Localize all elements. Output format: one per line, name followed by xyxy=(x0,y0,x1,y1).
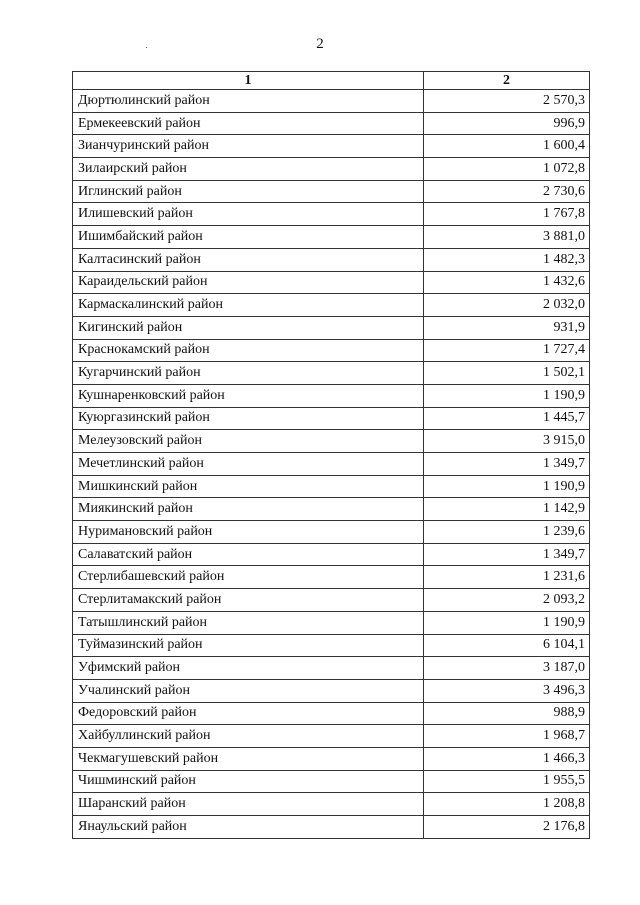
district-value: 3 496,3 xyxy=(424,679,590,702)
district-name: Дюртюлинский район xyxy=(73,90,424,113)
table-row xyxy=(73,430,590,453)
table-row xyxy=(73,747,590,770)
district-value: 1 208,8 xyxy=(424,793,590,816)
table-row xyxy=(73,90,590,113)
district-value: 1 432,6 xyxy=(424,271,590,294)
table-row xyxy=(73,725,590,748)
table-row xyxy=(73,475,590,498)
table-row xyxy=(73,203,590,226)
district-value: 1 239,6 xyxy=(424,521,590,544)
district-value: 2 730,6 xyxy=(424,180,590,203)
district-value: 2 176,8 xyxy=(424,816,590,839)
district-name: Зианчуринский район xyxy=(73,135,424,158)
district-name: Шаранский район xyxy=(73,793,424,816)
district-name: Миякинский район xyxy=(73,498,424,521)
district-name: Чишминский район xyxy=(73,770,424,793)
district-name: Калтасинский район xyxy=(73,248,424,271)
district-value: 1 142,9 xyxy=(424,498,590,521)
district-value: 1 445,7 xyxy=(424,407,590,430)
table-row xyxy=(73,589,590,612)
district-name: Туймазинский район xyxy=(73,634,424,657)
district-value: 1 072,8 xyxy=(424,158,590,181)
district-value: 3 187,0 xyxy=(424,657,590,680)
district-name: Мелеузовский район xyxy=(73,430,424,453)
header-col-1: 1 xyxy=(73,72,424,90)
district-value: 1 968,7 xyxy=(424,725,590,748)
district-value: 1 190,9 xyxy=(424,475,590,498)
table-row xyxy=(73,498,590,521)
district-value: 1 190,9 xyxy=(424,611,590,634)
district-value: 2 093,2 xyxy=(424,589,590,612)
district-name: Краснокамский район xyxy=(73,339,424,362)
district-name: Стерлибашевский район xyxy=(73,566,424,589)
district-value: 3 881,0 xyxy=(424,226,590,249)
table-row xyxy=(73,362,590,385)
district-name: Ермекеевский район xyxy=(73,112,424,135)
district-value: 1 231,6 xyxy=(424,566,590,589)
district-name: Кушнаренковский район xyxy=(73,384,424,407)
district-name: Зилаирский район xyxy=(73,158,424,181)
table-row xyxy=(73,248,590,271)
district-value: 1 600,4 xyxy=(424,135,590,158)
table-row xyxy=(73,816,590,839)
table-row xyxy=(73,316,590,339)
table-row xyxy=(73,679,590,702)
table-row xyxy=(73,566,590,589)
district-value: 6 104,1 xyxy=(424,634,590,657)
district-name: Караидельский район xyxy=(73,271,424,294)
district-name: Салаватский район xyxy=(73,543,424,566)
table-row xyxy=(73,611,590,634)
district-name: Иглинский район xyxy=(73,180,424,203)
table-header-row xyxy=(73,72,590,90)
table-row xyxy=(73,543,590,566)
district-name: Чекмагушевский район xyxy=(73,747,424,770)
table-row xyxy=(73,339,590,362)
district-value: 3 915,0 xyxy=(424,430,590,453)
table-row xyxy=(73,634,590,657)
district-table xyxy=(72,71,590,839)
district-value: 1 767,8 xyxy=(424,203,590,226)
district-value: 1 349,7 xyxy=(424,543,590,566)
table-row xyxy=(73,384,590,407)
district-value: 988,9 xyxy=(424,702,590,725)
district-name: Учалинский район xyxy=(73,679,424,702)
table-row xyxy=(73,702,590,725)
table-row xyxy=(73,135,590,158)
district-name: Мишкинский район xyxy=(73,475,424,498)
district-value: 1 466,3 xyxy=(424,747,590,770)
table-row xyxy=(73,180,590,203)
district-name: Кармаскалинский район xyxy=(73,294,424,317)
table-row xyxy=(73,271,590,294)
district-name: Татышлинский район xyxy=(73,611,424,634)
table-row xyxy=(73,226,590,249)
district-name: Ишимбайский район xyxy=(73,226,424,249)
district-name: Илишевский район xyxy=(73,203,424,226)
district-name: Кугарчинский район xyxy=(73,362,424,385)
table-row xyxy=(73,521,590,544)
district-name: Мечетлинский район xyxy=(73,453,424,476)
table-row xyxy=(73,112,590,135)
scan-speck xyxy=(146,47,147,48)
district-name: Куюргазинский район xyxy=(73,407,424,430)
district-value: 1 955,5 xyxy=(424,770,590,793)
district-value: 931,9 xyxy=(424,316,590,339)
header-col-2: 2 xyxy=(424,72,590,90)
table-row xyxy=(73,657,590,680)
table-row xyxy=(73,294,590,317)
district-name: Нуримановский район xyxy=(73,521,424,544)
district-value: 2 032,0 xyxy=(424,294,590,317)
district-name: Уфимский район xyxy=(73,657,424,680)
district-value: 1 349,7 xyxy=(424,453,590,476)
table-row xyxy=(73,770,590,793)
district-value: 1 482,3 xyxy=(424,248,590,271)
district-value: 1 727,4 xyxy=(424,339,590,362)
table-row xyxy=(73,453,590,476)
district-name: Кигинский район xyxy=(73,316,424,339)
district-value: 1 502,1 xyxy=(424,362,590,385)
district-name: Янаульский район xyxy=(73,816,424,839)
district-name: Хайбуллинский район xyxy=(73,725,424,748)
district-name: Стерлитамакский район xyxy=(73,589,424,612)
district-value: 2 570,3 xyxy=(424,90,590,113)
district-value: 996,9 xyxy=(424,112,590,135)
table-body xyxy=(73,90,590,839)
district-name: Федоровский район xyxy=(73,702,424,725)
table-row xyxy=(73,793,590,816)
table-row xyxy=(73,158,590,181)
page-number: 2 xyxy=(316,36,324,52)
district-value: 1 190,9 xyxy=(424,384,590,407)
table-row xyxy=(73,407,590,430)
